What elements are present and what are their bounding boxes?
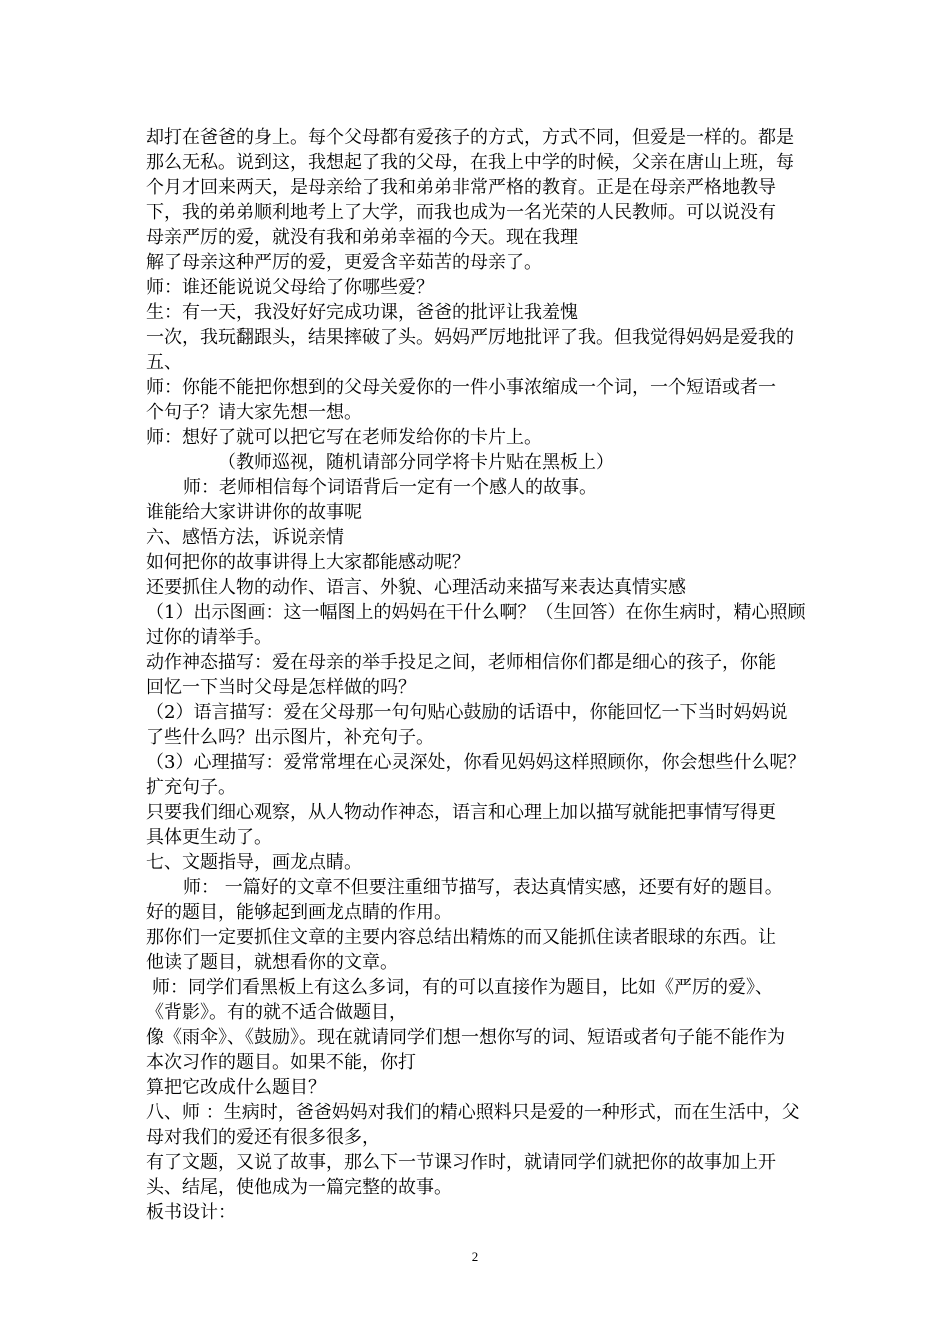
text-line: 师：你能不能把你想到的父母关爱你的一件小事浓缩成一个词，一个短语或者一 xyxy=(146,377,776,398)
text-line: 母对我们的爱还有很多很多， xyxy=(146,1127,380,1148)
text-line: 师：老师相信每个词语背后一定有一个感人的故事。 xyxy=(183,477,597,498)
text-line: 师：谁还能说说父母给了你哪些爱？ xyxy=(146,277,434,298)
text-line: 《背影》。有的就不适合做题目， xyxy=(146,1002,407,1023)
text-line: 头、结尾，使他成为一篇完整的故事。 xyxy=(146,1177,452,1198)
text-line: 他读了题目，就想看你的文章。 xyxy=(146,952,398,973)
section-heading: 七、文题指导，画龙点睛。 xyxy=(146,852,362,873)
text-line: 那你们一定要抓住文章的主要内容总结出精炼的而又能抓住读者眼球的东西。让 xyxy=(146,927,776,948)
text-line: 过你的请举手。 xyxy=(146,627,272,648)
text-line: （教师巡视，随机请部分同学将卡片贴在黑板上） xyxy=(218,452,614,473)
text-line: 师： 一篇好的文章不但要注重细节描写，表达真情实感，还要有好的题目。 xyxy=(183,877,783,898)
text-line: 算把它改成什么题目？ xyxy=(146,1077,326,1098)
text-line: 师：同学们看黑板上有这么多词，有的可以直接作为题目，比如《严厉的爱》、 xyxy=(152,977,773,998)
text-line: 一次，我玩翻跟头，结果摔破了头。妈妈严厉地批评了我。但我觉得妈妈是爱我的 xyxy=(146,327,794,348)
text-line: 如何把你的故事讲得上大家都能感动呢？ xyxy=(146,552,470,573)
text-line: 解了母亲这种严厉的爱，更爱含辛茹苦的母亲了。 xyxy=(146,252,542,273)
text-line: 回忆一下当时父母是怎样做的吗？ xyxy=(146,677,416,698)
text-line: 那么无私。说到这，我想起了我的父母，在我上中学的时候，父亲在唐山上班，每 xyxy=(146,152,794,173)
text-line: 像《雨伞》、《鼓励》。现在就请同学们想一想你写的词、短语或者句子能不能作为 xyxy=(146,1027,785,1048)
text-line: 本次习作的题目。如果不能，你打 xyxy=(146,1052,416,1073)
text-line: 具体更生动了。 xyxy=(146,827,272,848)
text-line: 动作神态描写：爱在母亲的举手投足之间，老师相信你们都是细心的孩子，你能 xyxy=(146,652,776,673)
text-line: （1）出示图画：这一幅图上的妈妈在干什么啊？（生回答）在你生病时，精心照顾 xyxy=(146,602,806,623)
text-line: 了些什么吗？出示图片，补充句子。 xyxy=(146,727,434,748)
text-line: 还要抓住人物的动作、语言、外貌、心理活动来描写来表达真情实感 xyxy=(146,577,686,598)
text-line: 个句子？请大家先想一想。 xyxy=(146,402,362,423)
text-line: 好的题目，能够起到画龙点睛的作用。 xyxy=(146,902,452,923)
text-line: 个月才回来两天，是母亲给了我和弟弟非常严格的教育。正是在母亲严格地教导 xyxy=(146,177,776,198)
text-line: 却打在爸爸的身上。每个父母都有爱孩子的方式，方式不同，但爱是一样的。都是 xyxy=(146,127,794,148)
section-heading: 六、感悟方法，诉说亲情 xyxy=(146,527,344,548)
text-line: （2）语言描写：爱在父母那一句句贴心鼓励的话语中，你能回忆一下当时妈妈说 xyxy=(146,702,788,723)
text-line: 只要我们细心观察，从人物动作神态，语言和心理上加以描写就能把事情写得更 xyxy=(146,802,776,823)
page-number: 2 xyxy=(471,1249,479,1264)
text-line: 扩充句子。 xyxy=(146,777,236,798)
text-line: （3）心理描写：爱常常埋在心灵深处，你看见妈妈这样照顾你，你会想些什么呢？ xyxy=(146,752,806,773)
text-line: 母亲严厉的爱，就没有我和弟弟幸福的今天。现在我理 xyxy=(146,227,578,248)
text-line: 生：有一天，我没好好完成功课，爸爸的批评让我羞愧 xyxy=(146,302,578,323)
document-body xyxy=(146,125,810,1225)
text-line: 板书设计： xyxy=(146,1202,236,1223)
text-line: 谁能给大家讲讲你的故事呢 xyxy=(146,502,362,523)
section-heading: 五、 xyxy=(146,352,182,373)
section-heading: 八、师 ：生病时，爸爸妈妈对我们的精心照料只是爱的一种形式，而在生活中，父 xyxy=(146,1102,800,1123)
text-line: 师：想好了就可以把它写在老师发给你的卡片上。 xyxy=(146,427,542,448)
text-line: 有了文题，又说了故事，那么下一节课习作时，就请同学们就把你的故事加上开 xyxy=(146,1152,776,1173)
text-line: 下，我的弟弟顺利地考上了大学，而我也成为一名光荣的人民教师。可以说没有 xyxy=(146,202,776,223)
